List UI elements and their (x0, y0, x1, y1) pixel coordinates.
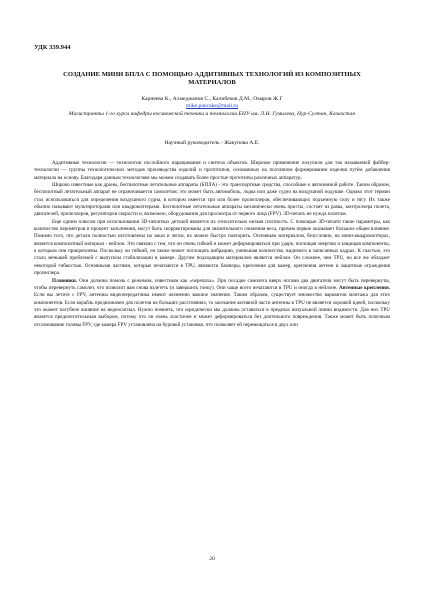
paragraph-2: Широко известные как дроны, беспилотные летательные аппараты (БПЛА) - это транспортные средства, способные к автономной работе. Таким образом, беспилотный летательный аппарат не ограничивается самолетом; это может быть автомобиль, лодка или даже судно на воздушной подушке. Однако этот термин стал использоваться для определения воздушного судна, в котором имеется три или более пропеллеров, обеспечивающих подъемную силу и тягу. Их также обычно называют мультироторами или квадрокоптерами. Беспилотные летательные аппараты механически очень просты, состоят из рамы, контроллера полета, двигателей, пропеллеров, регуляторов скорости и, возможно, оборудования для просмотра от первого лица (FPV). 3D-печать не нужда полетам. (34, 182, 390, 218)
page-number: 20 (209, 556, 215, 562)
antenna-mounts-heading: Антенные крепления. (339, 284, 390, 291)
paragraph-3: Еще одним плюсом при использовании 3D-печатных деталей является их относительно низкая плотность. С помощью 3D-печати такие параметры, как количество периметров и процент заполнения, могут быть скорректированы для значительного снижения веса, причем первое оказывает большое общее влияние. Помимо того, что детали полностью изготовлены на заказ и легки, их можно быстро повторить. Основным материалом, безусловно, на мини-квадрокоптерах, является композитный материал - нейлон. Это связано с тем, что он очень гибкий и может деформироваться при ударе, поглощая энергию и защищая компоненты, к которым они прикреплены. Поскольку он гибкий, он также может поглощать вибрацию, уменьшая количество, видимого в записанных кадрах. К счастью, это стало меньшей проблемой с выпуском стабилизации в камере. Другим подходящим материалом является нейлон. Он сложнее, чем TPU, но все же обладает некоторой гибкостью. Основными частями, которые печатаются в TPU, являются бамперы, крепления для камер, крепления антенн и защитные ограждения пропеллера. (34, 218, 390, 277)
paragraph-4 (34, 278, 390, 329)
antenna-mounts-text: Если вы летите с FPV, антенны видеопередатчика имеют жизненно важное значение. Таким образом, существует множество вариантов монтажа для этих компонентов. Если корабль предназначен для полетов на больших расстояниях, то засекание активной части антенны в TPU не является хорошей идеей, поскольку это окажет пагубное влияние на видеосигнал. Нужно помнить, что юридически мы должны оставаться в пределах визуальной линии видимости. Для них TPU является предпочтительным выбором, потому что он очень эластичен и может деформироваться без длительного повреждения. Также может быть полезным отслеживание головы FPV, где камера FPV установлена на буровой установке, что позволяет ей перемещаться в двух или (34, 292, 390, 328)
fins-heading: Плавники. (52, 277, 78, 284)
affiliation: Магистранты 1-го курса кафедры космической техники и технологии ЕНУ им. Л.Н. Гумилева, Нур-Султан, Казахстан (68, 111, 356, 117)
authors: Карнеева К., Ахмеджанов С., Калибеков Д.М., Омаров Ж.Г (141, 96, 283, 102)
paper-title: СОЗДАНИЕ МИНИ БПЛА С ПОМОЩЬЮ АДДИТИВНЫХ ТЕХНОЛОГИЙ ИЗ КОМПОЗИТНЫХ МАТЕРИАЛОВ (63, 71, 361, 86)
body-text (34, 160, 390, 329)
udk-code: УДК 339.944 (34, 44, 71, 51)
paragraph-1: Аддитивные технологии — технологии послойного наращивания и синтеза объектов. Широкое применение получили для так называемой фаббер-технологии — группы технологических методов производства изделий и прототипов, основанных на поэтапном формировании изделия путём добавления материала на основу. Благодаря данным технологиям мы можем создавать более простые прототипы различных аппаратур. (34, 160, 390, 181)
fins-text: Они должны помочь с режимом, известным как «черепаха». При посадке самолета вверх ногами два двигателя могут быть перевернуты, чтобы перевернуть самолет, что позволит вам снова взлететь (и завершить гонку). Они чаще всего печатаются в TPU и иногда в нейлоне. (34, 277, 390, 291)
supervisor: Научный руководитель - Жакупова А.Е. (164, 140, 260, 146)
email-link[interactable]: mike.pancake@mail.ru (185, 103, 239, 110)
authors-block (34, 96, 390, 110)
